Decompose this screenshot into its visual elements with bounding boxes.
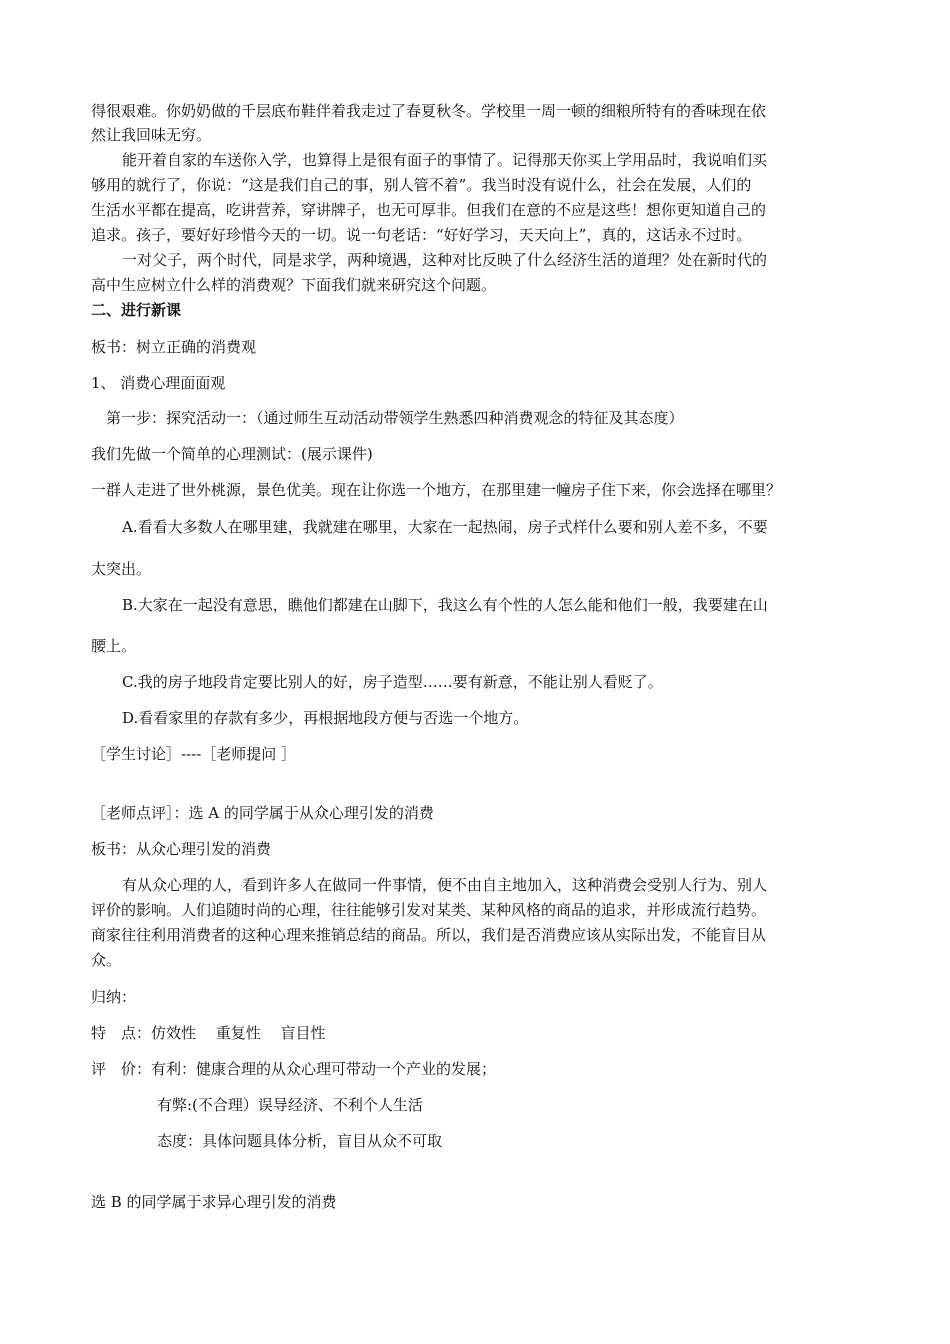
summary-label: 归纳：: [91, 988, 137, 1006]
conformity-line-2: 评价的影响。人们追随时尚的心理，往往能够引发对某类、某种风格的商品的追求，并形成流行趋势。: [91, 901, 767, 919]
conformity-line-3: 商家往往利用消费者的这种心理来推销总结的商品。所以，我们是否消费应该从实际出发，不能盲目从: [91, 926, 767, 944]
conformity-line-4: 众。: [91, 951, 122, 969]
features: 特 点：仿效性 重复性 盲目性: [91, 1024, 326, 1042]
intro-line-2: 然让我回味无穷。: [91, 126, 212, 144]
step-1: 第一步：探究活动一：（通过师生互动活动带领学生熟悉四种消费观念的特征及其态度）: [106, 409, 684, 427]
conformity-line-1: 有从众心理的人，看到许多人在做同一件事情，便不由自主地加入，这种消费会受别人行为、别人: [122, 876, 768, 894]
evaluation: 评 价：有利：健康合理的从众心理可带动一个产业的发展；: [91, 1060, 497, 1078]
option-a-line-2: 太突出。: [91, 560, 152, 578]
option-b-line-2: 腰上。: [91, 637, 137, 655]
option-c: C.我的房子地段肯定要比别人的好，房子造型……要有新意，不能让别人看贬了。: [122, 673, 663, 691]
discussion: ［学生讨论］----［老师提问 ］: [91, 745, 297, 763]
scenario: 一群人走进了世外桃源，景色优美。现在让你选一个地方，在那里建一幢房子住下来，你会选择在哪里？: [91, 481, 782, 499]
car-line-2: 够用的就行了，你说：“这是我们自己的事，别人管不着”。我当时没有说什么，社会在发展，人们的: [91, 176, 752, 194]
intro-line-1: 得很艰难。你奶奶做的千层底布鞋伴着我走过了春夏秋冬。学校里一周一顿的细粮所特有的香味现在依: [91, 102, 767, 120]
option-b-line-1: B.大家在一起没有意思，瞧他们都建在山脚下，我这么有个性的人怎么能和他们一般，我要建在山: [122, 596, 768, 614]
car-line-1: 能开着自家的车送你入学，也算得上是很有面子的事情了。记得那天你买上学用品时，我说咱们买: [122, 151, 768, 169]
question-line-2: 高中生应树立什么样的消费观？下面我们就来研究这个问题。: [91, 276, 497, 294]
car-line-4: 追求。孩子，要好好珍惜今天的一切。说一句老话：“好好学习，天天向上”，真的，这话永不过时。: [91, 226, 752, 244]
subsection-1: 1、 消费心理面面观: [91, 374, 226, 392]
option-d: D.看看家里的存款有多少，再根据地段方便与否选一个地方。: [122, 709, 529, 727]
car-line-3: 生活水平都在提高，吃讲营养，穿讲牌子，也无可厚非。但我们在意的不应是这些！想你更知道自己的: [91, 201, 767, 219]
section-title: 二、进行新课: [91, 301, 182, 319]
teacher-comment: ［老师点评］：选 A 的同学属于从众心理引发的消费: [91, 804, 434, 822]
attitude: 态度：具体问题具体分析，盲目从众不可取: [157, 1132, 443, 1150]
option-a-line-1: A.看看大多数人在哪里建，我就建在哪里，大家在一起热闹，房子式样什么要和别人差不多，不要: [122, 518, 768, 536]
question-line-1: 一对父子，两个时代，同是求学，两种境遇，这种对比反映了什么经济生活的道理？处在新时代的: [122, 251, 768, 269]
drawback: 有弊:(不合理）误导经济、不利个人生活: [157, 1096, 423, 1114]
board-title: 板书：树立正确的消费观: [91, 338, 257, 356]
board-conformity: 板书：从众心理引发的消费: [91, 840, 272, 858]
choice-b: 选 B 的同学属于求异心理引发的消费: [91, 1193, 337, 1211]
test-intro: 我们先做一个简单的心理测试：(展示课件): [91, 445, 373, 463]
